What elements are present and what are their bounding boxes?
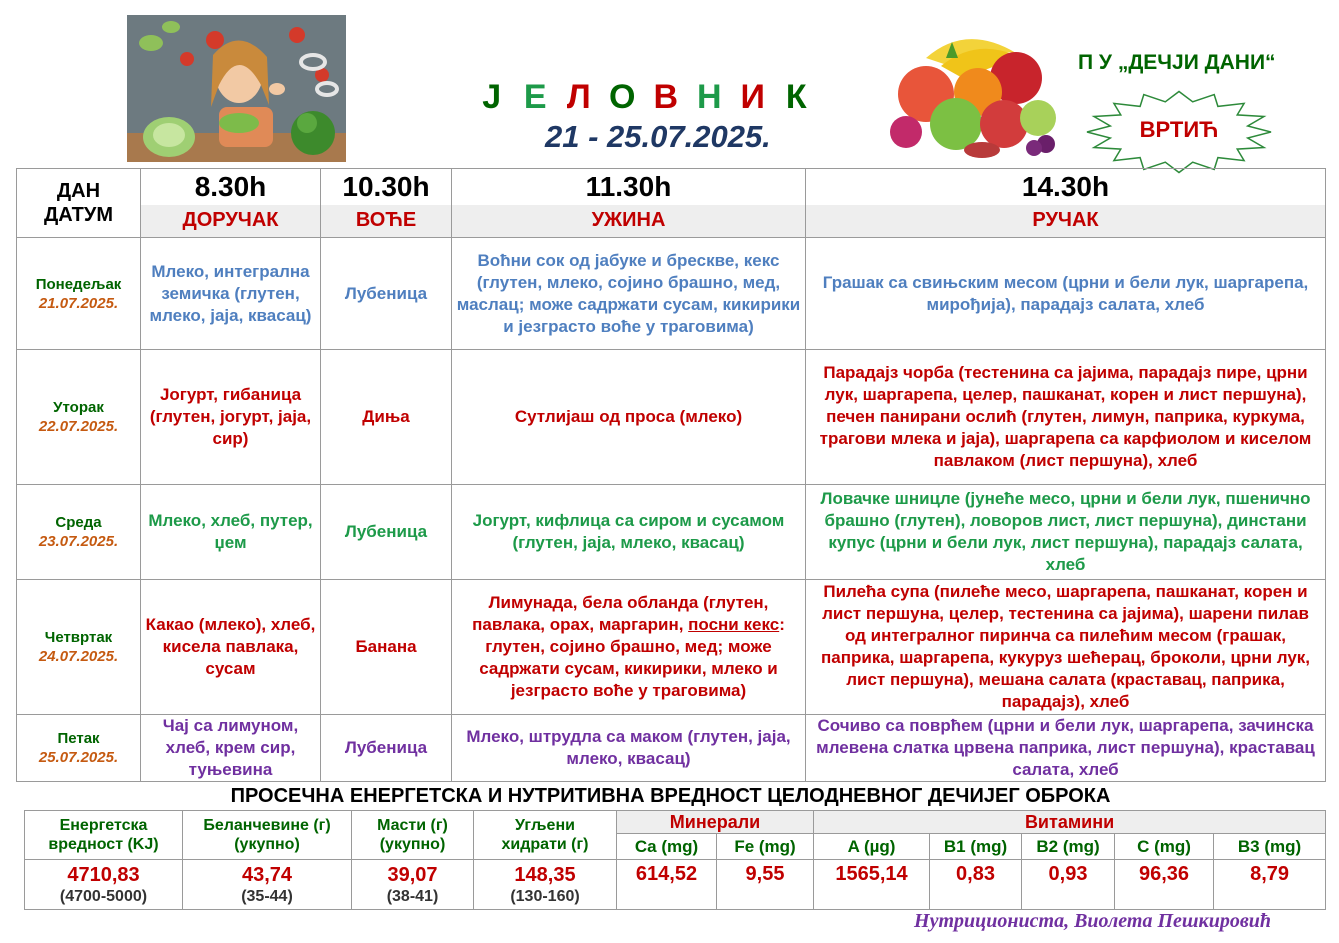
time-snack: 11.30h [452,169,806,205]
day-name: Уторак [53,399,104,416]
carbs-value [474,860,617,910]
day-cell [17,580,141,715]
energy-label-line1: Енергетска [59,817,148,834]
girl-with-vegetables-photo [127,15,346,162]
title-letter: Ј [482,78,502,116]
date-header-label: ДАТУМ [43,204,113,226]
nutrition-title: ПРОСЕЧНА ЕНЕРГЕТСКА И НУТРИТИВНА ВРЕДНОСТ ЦЕЛОДНЕВНОГ ДЕЧИЈЕГ ОБРОКА [230,785,1111,807]
lunch-cell: Пилећа супа (пилеће месо, шаргарепа, пашканат, корен и лист першуна, целер, тестенина са јајима), шарени пилав од интегралног пиринча са пилећим месом (грашак, паприка, шаргарепа, кукуруз шећерац, броколи, црни лук, лист першуна), мешана салата (краставац, паприка, парадајз), хлеб [806,580,1326,715]
fruit-cell: Лубеница [321,715,452,782]
title-letter: Л [566,78,591,116]
day-date-header [17,169,141,238]
protein-label [183,811,352,860]
breakfast-cell: Чај са лимуном, хлеб, крем сир, туњевина [141,715,321,782]
meal-breakfast: ДОРУЧАК [141,205,321,238]
protein-range: (35-44) [241,887,293,905]
vitamin-b3-label: B3 (mg) [1214,834,1326,860]
day-name: Петак [57,730,100,747]
carbs-label [474,811,617,860]
ca-label: Ca (mg) [617,834,717,860]
day-cell [17,350,141,485]
carbs-range: (130-160) [510,887,580,905]
fruit-cell: Лубеница [321,485,452,580]
lunch-cell: Парадајз чорба (тестенина са јајима, парадајз пире, црни лук, шаргарепа, целер, пашканат, корен и лист першуна), печен панирани ослић (глутен, лимун, паприка, куркума, трагови млека и јаја), шаргарепа са карфиолом и киселом павлаком (лист першуна), хлеб [806,350,1326,485]
time-breakfast: 8.30h [141,169,321,205]
breakfast-cell: Јогурт, гибаница (глутен, јогурт, јаја, сир) [141,350,321,485]
lunch-cell: Грашак са свињским месом (црни и бели лук, шаргарепа, мирођија), парадајз салата, хлеб [806,238,1326,350]
day-header-label: ДАН [56,180,101,202]
nutrition-table [24,810,1326,910]
vitamin-b2-label: B2 (mg) [1022,834,1115,860]
menu-title [470,78,818,117]
time-fruit: 10.30h [321,169,452,205]
title-letter: О [609,78,636,116]
lunch-cell: Ловачке шницле (јунеће месо, црни и бели лук, пшенично брашно (глутен), ловоров лист, лист першуна), динстани купус (црни и бели лук, лист першуна), парадајз салата, хлеб [806,485,1326,580]
carbs-label-line1: Угљени [515,817,575,834]
vitamin-a-value: 1565,14 [814,860,930,910]
protein-label-line1: Беланчевине (г) [203,817,331,834]
fruit-basket-photo [886,28,1064,160]
weekly-menu-table [16,168,1326,782]
snack-cell [452,580,806,715]
day-date: 24.07.2025. [38,648,119,665]
fat-value [352,860,474,910]
table-row [17,350,1326,485]
vitamin-c-label: C (mg) [1115,834,1214,860]
meal-snack: УЖИНА [452,205,806,238]
fat-label-line1: Масти (г) [377,817,448,834]
snack-text-underlined: посни кекс [688,615,780,634]
day-date: 25.07.2025. [38,749,119,766]
fat-amount: 39,07 [387,863,438,886]
title-letter: Е [523,78,547,116]
table-row [17,238,1326,350]
energy-label [25,811,183,860]
fruit-cell: Диња [321,350,452,485]
snack-cell: Воћни сок од јабуке и брескве, кекс (глутен, млеко, сојино брашно, мед, маслац; може садржати сусам, кикирики и језграсто воће у траговима) [452,238,806,350]
lunch-cell: Сочиво са поврћем (црни и бели лук, шаргарепа, зачинска млевена слатка црвена паприка, лист першуна), краставац салата, хлеб [806,715,1326,782]
vitamin-b1-value: 0,83 [930,860,1022,910]
breakfast-cell: Какао (млеко), хлеб, кисела павлака, сусам [141,580,321,715]
fruit-cell: Банана [321,580,452,715]
protein-amount: 43,74 [241,863,293,886]
title-letter: Н [696,78,722,116]
fe-label: Fe (mg) [717,834,814,860]
vitamin-b2-value: 0,93 [1022,860,1115,910]
day-cell [17,715,141,782]
day-date: 23.07.2025. [38,533,119,550]
kindergarten-label: ВРТИЋ [1139,117,1219,142]
organization-name: П У „ДЕЧЈИ ДАНИ“ [1078,51,1276,74]
snack-cell: Сутлијаш од проса (млеко) [452,350,806,485]
table-row [17,715,1326,782]
snack-cell: Млеко, штрудла са маком (глутен, јаја, млеко, квасац) [452,715,806,782]
vitamin-a-label: A (µg) [814,834,930,860]
energy-amount: 4710,83 [67,863,140,886]
meal-fruit: ВОЋЕ [321,205,452,238]
breakfast-cell: Млеко, интегрална земичка (глутен, млеко, јаја, квасац) [141,238,321,350]
fruit-cell: Лубеница [321,238,452,350]
meal-lunch: РУЧАК [806,205,1326,238]
title-letter: В [653,78,679,116]
snack-text-part1: Лимунада, бела обланда (глутен, павлака, орах, маргарин, [472,593,769,634]
day-cell [17,238,141,350]
day-date: 22.07.2025. [38,418,119,435]
time-lunch: 14.30h [806,169,1326,205]
energy-value [25,860,183,910]
fat-range: (38-41) [386,887,439,905]
minerals-header: Минерали [617,811,814,834]
vitamin-c-value: 96,36 [1115,860,1214,910]
fat-label-line2: (укупно) [379,836,446,853]
fat-label [352,811,474,860]
ca-value: 614,52 [617,860,717,910]
title-letter: К [785,78,807,116]
day-date: 21.07.2025. [38,294,119,312]
fe-value: 9,55 [717,860,814,910]
day-name: Среда [55,514,102,531]
table-row [17,580,1326,715]
snack-text-part2: : глутен, сојино брашно, мед; може садржати сусам, кикирики, млеко и језграсто воће у траговима) [479,615,785,700]
protein-value [183,860,352,910]
day-name: Четвртак [44,629,113,646]
vitamin-b1-label: B1 (mg) [930,834,1022,860]
carbs-amount: 148,35 [514,863,576,886]
nutritionist-signature: Нутриционистa, Виолета Пешкировић [914,910,1271,932]
vitamin-b3-value: 8,79 [1214,860,1326,910]
title-letter: И [740,78,765,116]
vitamins-header: Витамини [814,811,1326,834]
carbs-label-line2: хидрати (г) [501,836,589,853]
snack-cell: Јогурт, кифлица са сиром и сусамом (глутен, јаја, млеко, квасац) [452,485,806,580]
day-cell [17,485,141,580]
energy-label-line2: вредност (KJ) [48,836,159,853]
energy-range: (4700-5000) [59,887,148,905]
breakfast-cell: Млеко, хлеб, путер, џем [141,485,321,580]
protein-label-line2: (укупно) [234,836,300,853]
day-name: Понедељак [35,275,122,293]
menu-dates: 21 - 25.07.2025. [545,119,771,154]
table-row [17,485,1326,580]
